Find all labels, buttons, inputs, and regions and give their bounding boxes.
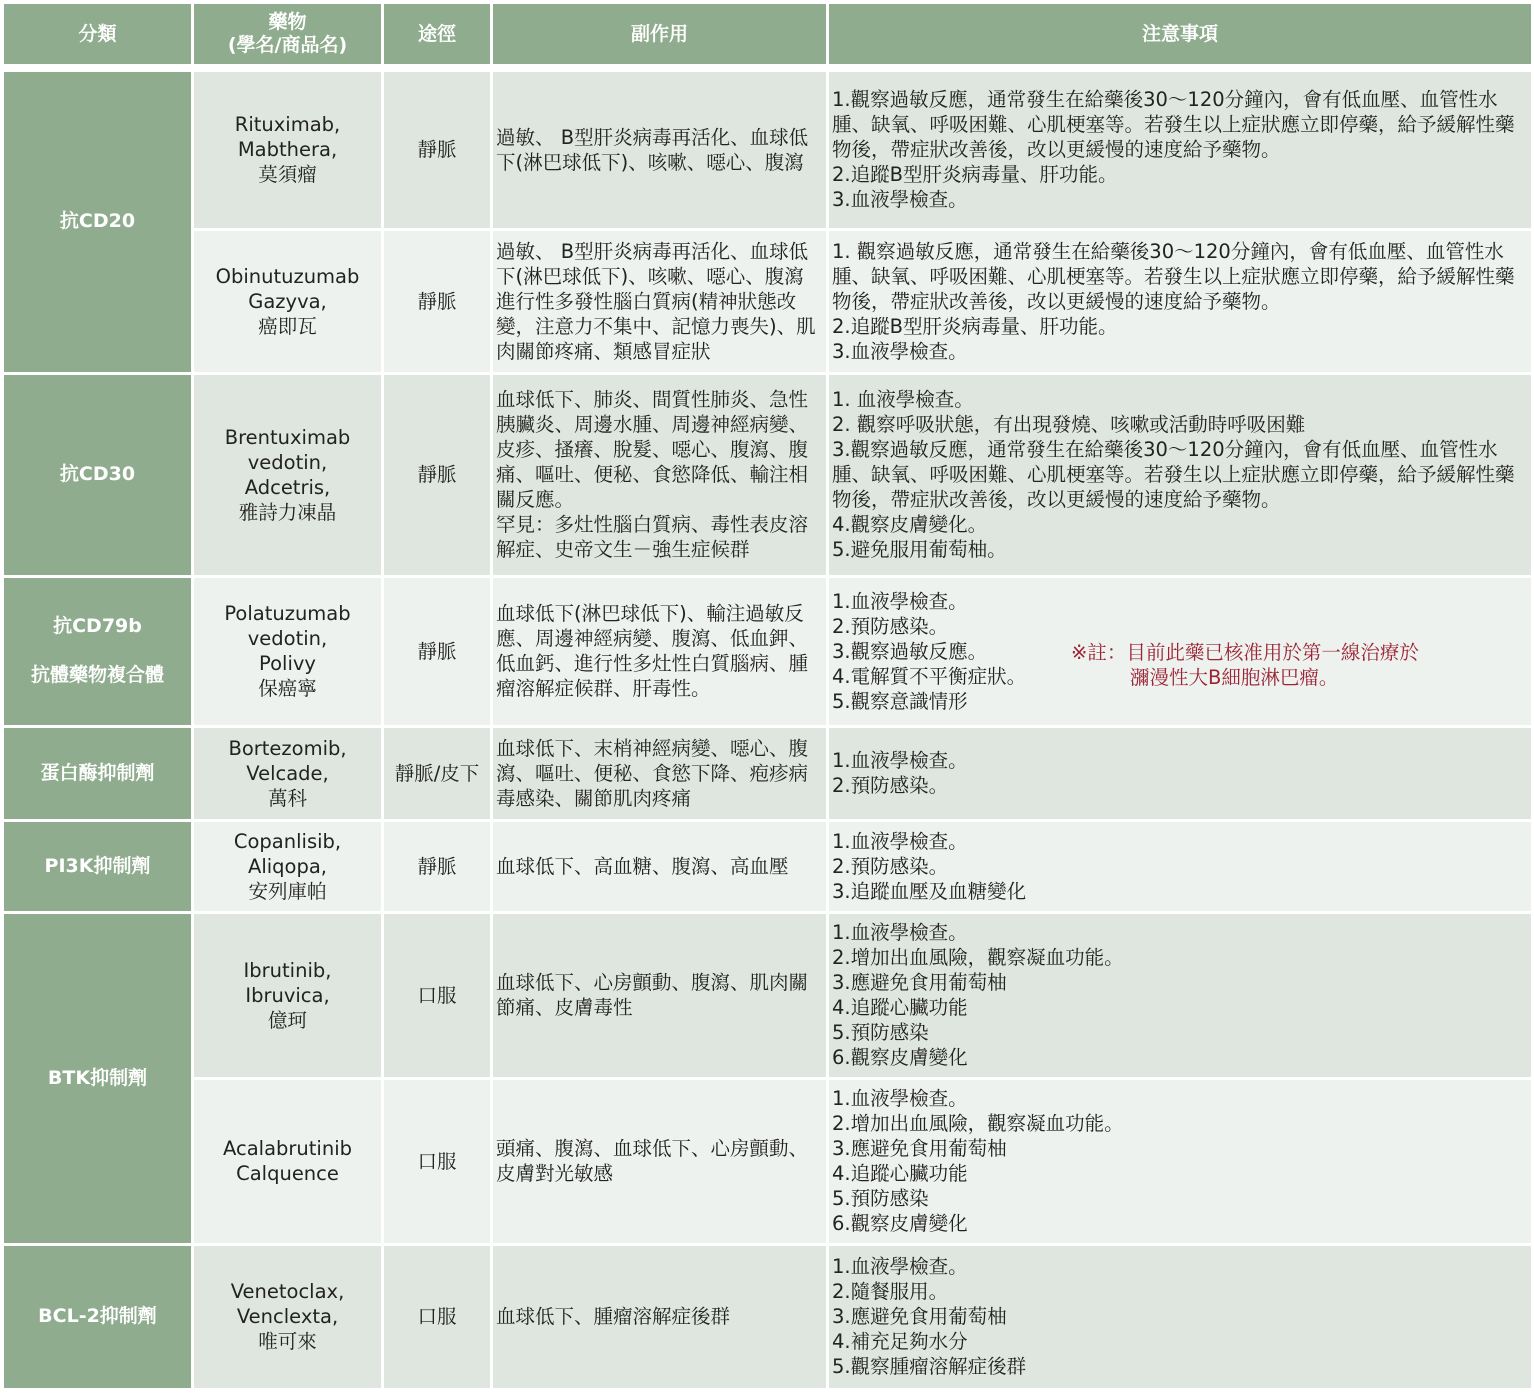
table-row: [3, 820, 1533, 912]
precautions-cell: 1.血液學檢查。 2.預防感染。: [828, 726, 1533, 820]
category-cell-bcl2: BCL-2抑制劑: [3, 1244, 193, 1389]
table-row: [3, 726, 1533, 820]
table-row: [3, 229, 1533, 373]
header-route: 途徑: [383, 3, 492, 69]
drug-cell: Venetoclax, Venclexta, 唯可來: [193, 1244, 383, 1389]
category-cell-btk: BTK抑制劑: [3, 912, 193, 1244]
drug-cell: Ibrutinib, Ibruvica, 億珂: [193, 912, 383, 1078]
approval-note: ※註：目前此藥已核准用於第一線治療於 瀰漫性大B細胞淋巴瘤。: [1071, 640, 1419, 689]
precautions-cell: 1.血液學檢查。 2.預防感染。 3.觀察過敏反應。 4.電解質不平衡症狀。 5.觀察意識情形 ※註：目前此藥已核准用於第一線治療於 瀰漫性大B細胞淋巴瘤。: [828, 576, 1533, 726]
category-cell-cd79b: 抗CD79b 抗體藥物複合體: [3, 576, 193, 726]
precautions-cell: 1.觀察過敏反應，通常發生在給藥後30～120分鐘內，會有低血壓、血管性水腫、缺氧、呼吸困難、心肌梗塞等。若發生以上症狀應立即停藥，給予緩解性藥物後，帶症狀改善後，改以更緩慢的速度給予藥物。 2.追蹤B型肝炎病毒量、肝功能。 3.血液學檢查。: [828, 68, 1533, 229]
precautions-cell: 1.血液學檢查。 2.增加出血風險，觀察凝血功能。 3.應避免食用葡萄柚 4.追蹤心臟功能 5.預防感染 6.觀察皮膚變化: [828, 1078, 1533, 1244]
table-row: [3, 373, 1533, 576]
category-cell-pi3k: PI3K抑制劑: [3, 820, 193, 912]
side-effects-cell: 血球低下(淋巴球低下)、輸注過敏反應、周邊神經病變、腹瀉、低血鉀、低血鈣、進行性多灶性白質腦病、腫瘤溶解症候群、肝毒性。: [492, 576, 828, 726]
route-cell: 口服: [383, 1244, 492, 1389]
drug-cell: Bortezomib, Velcade, 萬科: [193, 726, 383, 820]
drug-table: [1, 1, 1534, 1391]
side-effects-cell: 血球低下、末梢神經病變、噁心、腹瀉、嘔吐、便秘、食慾下降、疱疹病毒感染、關節肌肉疼痛: [492, 726, 828, 820]
category-cell-proteasome: 蛋白酶抑制劑: [3, 726, 193, 820]
side-effects-cell: 過敏、 B型肝炎病毒再活化、血球低下(淋巴球低下)、咳嗽、噁心、腹瀉: [492, 68, 828, 229]
header-side-effects: 副作用: [492, 3, 828, 69]
drug-cell: Brentuximab vedotin, Adcetris, 雅詩力凍晶: [193, 373, 383, 576]
route-cell: 靜脈: [383, 373, 492, 576]
category-cell-cd30: 抗CD30: [3, 373, 193, 576]
route-cell: 口服: [383, 1078, 492, 1244]
category-cell-cd20: 抗CD20: [3, 68, 193, 373]
drug-cell: Copanlisib, Aliqopa, 安列庫帕: [193, 820, 383, 912]
header-row: [3, 3, 1533, 69]
header-drug: 藥物 (學名/商品名): [193, 3, 383, 69]
header-precautions: 注意事項: [828, 3, 1533, 69]
header-category: 分類: [3, 3, 193, 69]
side-effects-cell: 頭痛、腹瀉、血球低下、心房顫動、皮膚對光敏感: [492, 1078, 828, 1244]
drug-cell: Obinutuzumab Gazyva, 癌即瓦: [193, 229, 383, 373]
side-effects-cell: 血球低下、心房顫動、腹瀉、肌肉關節痛、皮膚毒性: [492, 912, 828, 1078]
side-effects-cell: 過敏、 B型肝炎病毒再活化、血球低下(淋巴球低下)、咳嗽、噁心、腹瀉進行性多發性腦白質病(精神狀態改變，注意力不集中、記憶力喪失)、肌肉關節疼痛、類感冒症狀: [492, 229, 828, 373]
side-effects-cell: 血球低下、肺炎、間質性肺炎、急性胰臟炎、周邊水腫、周邊神經病變、皮疹、搔癢、脫髮、噁心、腹瀉、腹痛、嘔吐、便秘、食慾降低、輸注相關反應。 罕見：多灶性腦白質病、毒性表皮溶解症、史帝文生－強生症候群: [492, 373, 828, 576]
precautions-cell: 1.血液學檢查。 2.隨餐服用。 3.應避免食用葡萄柚 4.補充足夠水分 5.觀察腫瘤溶解症後群: [828, 1244, 1533, 1389]
route-cell: 靜脈: [383, 229, 492, 373]
precautions-cell: 1.血液學檢查。 2.預防感染。 3.追蹤血壓及血糖變化: [828, 820, 1533, 912]
table-row: [3, 68, 1533, 229]
precautions-cell: 1. 觀察過敏反應，通常發生在給藥後30～120分鐘內，會有低血壓、血管性水腫、缺氧、呼吸困難、心肌梗塞等。若發生以上症狀應立即停藥，給予緩解性藥物後，帶症狀改善後，改以更緩慢的速度給予藥物。 2.追蹤B型肝炎病毒量、肝功能。 3.血液學檢查。: [828, 229, 1533, 373]
route-cell: 靜脈: [383, 820, 492, 912]
precautions-cell: 1. 血液學檢查。 2. 觀察呼吸狀態，有出現發燒、咳嗽或活動時呼吸困難 3.觀察過敏反應，通常發生在給藥後30～120分鐘內，會有低血壓、血管性水腫、缺氧、呼吸困難、心肌梗塞等。若發生以上症狀應立即停藥，給予緩解性藥物後，帶症狀改善後，改以更緩慢的速度給予藥物。 4.觀察皮膚變化。 5.避免服用葡萄柚。: [828, 373, 1533, 576]
side-effects-cell: 血球低下、腫瘤溶解症後群: [492, 1244, 828, 1389]
route-cell: 靜脈/皮下: [383, 726, 492, 820]
drug-cell: Acalabrutinib Calquence: [193, 1078, 383, 1244]
table-row: [3, 1078, 1533, 1244]
route-cell: 靜脈: [383, 68, 492, 229]
drug-cell: Polatuzumab vedotin, Polivy 保癌寧: [193, 576, 383, 726]
route-cell: 靜脈: [383, 576, 492, 726]
precautions-cell: 1.血液學檢查。 2.增加出血風險，觀察凝血功能。 3.應避免食用葡萄柚 4.追蹤心臟功能 5.預防感染 6.觀察皮膚變化: [828, 912, 1533, 1078]
drug-cell: Rituximab, Mabthera, 莫須瘤: [193, 68, 383, 229]
table-row: [3, 576, 1533, 726]
route-cell: 口服: [383, 912, 492, 1078]
side-effects-cell: 血球低下、高血糖、腹瀉、高血壓: [492, 820, 828, 912]
table-row: [3, 912, 1533, 1078]
table-row: [3, 1244, 1533, 1389]
